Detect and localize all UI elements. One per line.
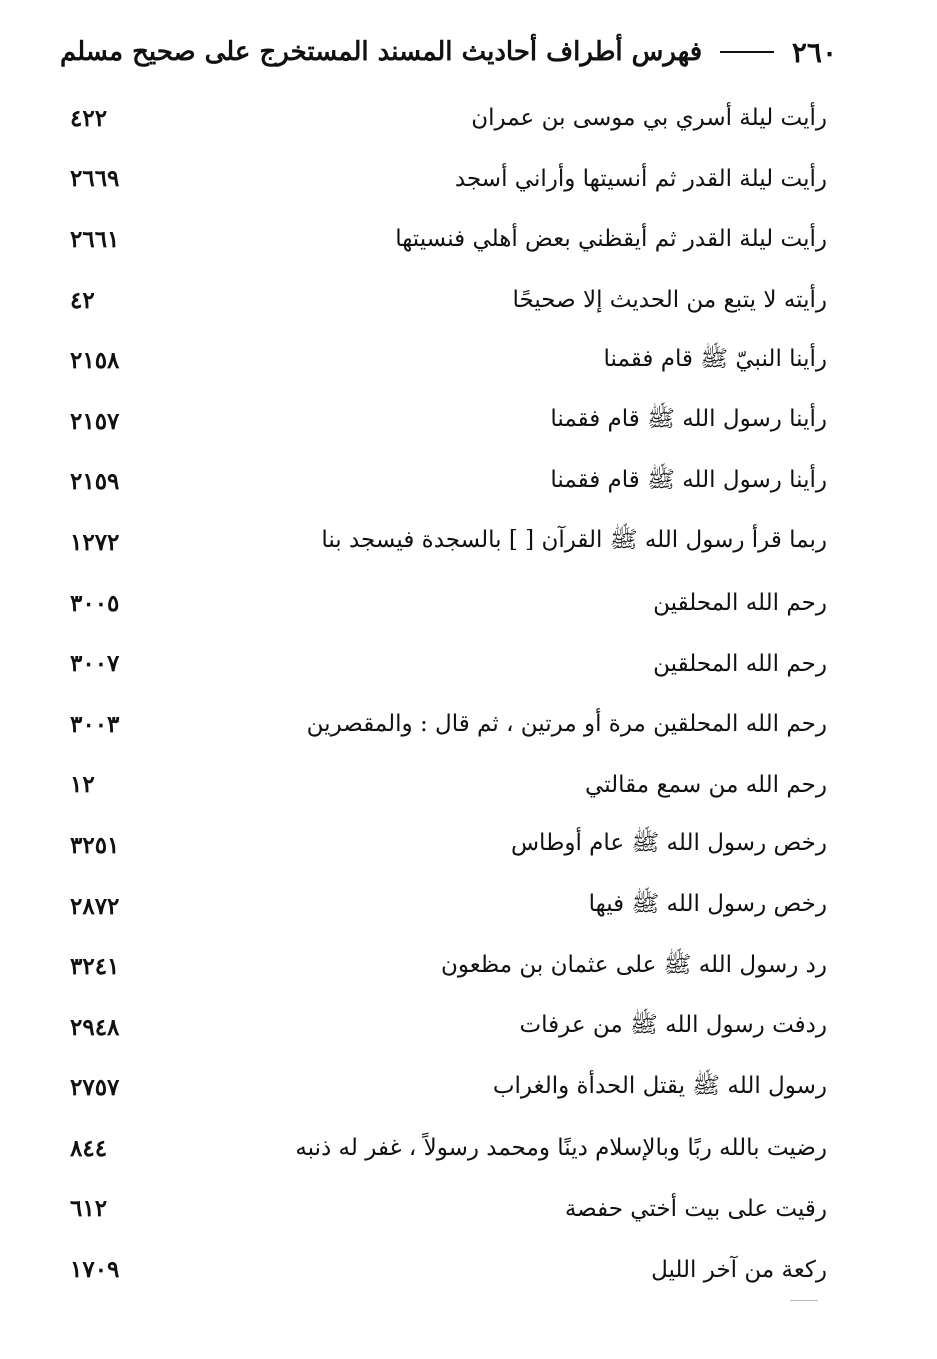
hadith-number: ٣٠٠٣ [70, 710, 120, 738]
hadith-number: ٨٤٤ [70, 1134, 108, 1162]
index-row [70, 1179, 827, 1240]
hadith-incipit: رقيت على بيت أختي حفصة [564, 1195, 827, 1222]
hadith-number: ١٧٠٩ [70, 1256, 120, 1284]
hadith-number: ٣٢٥١ [70, 831, 120, 859]
running-title: فهرس أطراف أحاديث المسند المستخرج على صحيح مسلم [60, 37, 703, 67]
index-row [70, 452, 827, 513]
hadith-incipit: ربما قرأ رسول الله ﷺ القرآن [ ] بالسجدة فيسجد بنا [321, 527, 827, 554]
hadith-incipit: رحم الله المحلقين [653, 590, 827, 617]
hadith-number: ٣٠٠٧ [70, 650, 120, 678]
hadith-incipit: رخص رسول الله ﷺ عام أوطاس [510, 830, 827, 857]
hadith-number: ٢١٥٩ [70, 468, 120, 496]
index-row [70, 815, 827, 876]
index-row [70, 755, 827, 816]
hadith-incipit: رأيته لا يتبع من الحديث إلا صحيحًا [512, 287, 827, 314]
hadith-incipit: رأينا رسول الله ﷺ قام فقمنا [550, 466, 827, 493]
index-row [70, 270, 827, 331]
hadith-incipit: رأينا رسول الله ﷺ قام فقمنا [550, 406, 827, 433]
hadith-incipit: رحم الله المحلقين مرة أو مرتين ، ثم قال : والمقصرين [306, 711, 827, 738]
hadith-incipit: رأينا النبيّ ﷺ قام فقمنا [603, 345, 827, 372]
hadith-number: ٤٢٢ [70, 104, 108, 132]
hadith-number: ٣٢٤١ [70, 953, 120, 981]
index-row [70, 1118, 827, 1179]
hadith-number: ٢١٥٨ [70, 347, 120, 375]
index-row [70, 633, 827, 694]
index-row [70, 88, 827, 149]
hadith-incipit: ركعة من آخر الليل [651, 1256, 827, 1283]
hadith-incipit: رأيت ليلة القدر ثم أيقظني بعض أهلي فنسيتها [395, 226, 827, 253]
hadith-number: ٦١٢ [70, 1195, 108, 1223]
hadith-number: ٣٠٠٥ [70, 589, 120, 617]
index-row [70, 997, 827, 1058]
hadith-number: ١٢٧٢ [70, 528, 120, 556]
index-row [70, 209, 827, 270]
hadith-incipit: رأيت ليلة القدر ثم أنسيتها وأراني أسجد [454, 165, 827, 192]
index-row [70, 573, 827, 634]
index-row [70, 391, 827, 452]
hadith-number: ١٢ [70, 771, 95, 799]
hadith-incipit: رضيت بالله ربًا وبالإسلام دينًا ومحمد رسولاً ، غفر له ذنبه [295, 1135, 827, 1162]
hadith-incipit: رد رسول الله ﷺ على عثمان بن مظعون [441, 951, 827, 978]
hadith-number: ٢٩٤٨ [70, 1013, 120, 1041]
hadith-number: ٢٧٥٧ [70, 1074, 120, 1102]
index-row [70, 936, 827, 997]
hadith-number: ٢١٥٧ [70, 407, 120, 435]
index-row [70, 1239, 827, 1300]
index-row [70, 330, 827, 391]
hadith-number: ٢٨٧٢ [70, 892, 120, 920]
page-number: ٢٦٠ [791, 35, 837, 69]
header-rule [720, 51, 774, 53]
hadith-incipit: ردفت رسول الله ﷺ من عرفات [519, 1012, 827, 1039]
index-row [70, 876, 827, 937]
hadith-incipit: رسول الله ﷺ يقتل الحدأة والغراب [492, 1072, 827, 1099]
hadith-number: ٤٢ [70, 286, 95, 314]
index-row [70, 149, 827, 210]
index-list [70, 88, 827, 1300]
hadith-incipit: رخص رسول الله ﷺ فيها [588, 891, 827, 918]
hadith-incipit: رأيت ليلة أسري بي موسى بن عمران [471, 105, 827, 132]
hadith-number: ٢٦٦٩ [70, 165, 120, 193]
index-row [70, 1058, 827, 1119]
hadith-number: ٢٦٦١ [70, 225, 120, 253]
index-row [70, 512, 827, 573]
page-header [60, 28, 837, 76]
bottom-mark [790, 1300, 818, 1301]
hadith-incipit: رحم الله المحلقين [653, 650, 827, 677]
hadith-incipit: رحم الله من سمع مقالتي [585, 771, 827, 798]
index-row [70, 694, 827, 755]
